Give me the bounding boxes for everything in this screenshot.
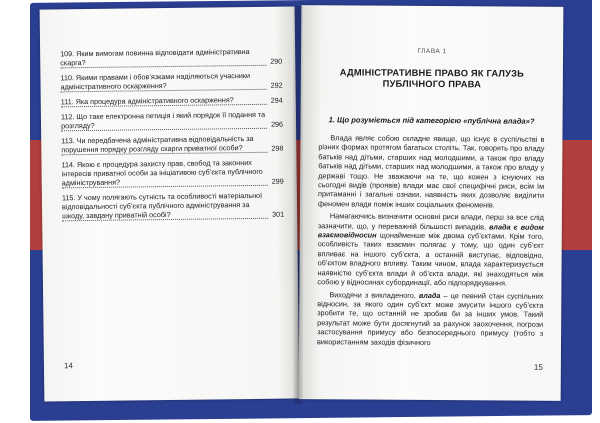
book-gutter [293, 6, 303, 404]
toc-item-page: 301 [272, 209, 285, 219]
toc-item-text: 112. Що таке електронна петиція і який порядок її подання та розгляду? [60, 109, 266, 131]
toc-item-text: 111. Яка процедура адміністративного оскарження? [61, 95, 267, 108]
toc-item-text: 114. Якою є процедура захисту прав, свобод та законних інтересів приватної особи за ініціативою суб’єкта публічного адміністрування? [61, 158, 267, 189]
paragraph-3-start: Виходячи з викладеного, [329, 289, 416, 300]
chapter-label: ГЛАВА 1 [417, 47, 447, 56]
paragraph-2-emphasis: влада є видом взаємовідносин [317, 222, 544, 240]
toc-item-text: 113. Чи передбачена адміністративна відповідальність за порушення порядку розгляду скарги приватної особи? [61, 134, 267, 156]
page-number-left: 14 [63, 361, 73, 371]
toc-item [61, 110, 283, 132]
paragraph-2-end: щонайменше між двома суб’єктами. Крім того, особливість таких взаємин полягає у тому, що один суб’єкт впливає на іншого суб’єкта, а останній виступає, відповідно, об’єктом владного впливу. Таким чином, влада характеризується наявністю суб’єкта влади й об’єкта влади, які знаходяться між собою у відносинах субординації, або підпорядкування. [317, 230, 544, 288]
page-number-right: 15 [533, 362, 543, 372]
toc-item [60, 47, 282, 69]
toc-item-text: 110. Якими правами і обов’язками наділяються учасники адміністративного оскарження? [60, 71, 266, 93]
toc-item-page: 299 [271, 176, 284, 186]
toc-item-page: 298 [271, 143, 284, 153]
right-page [299, 5, 564, 401]
body-text [317, 133, 545, 351]
paragraph-2-start: Намагаючись визначити основні риси влади, перш за все слід зазначити, що, у переважній більшості випадків, [317, 211, 544, 232]
table-of-contents [60, 47, 284, 227]
toc-item [60, 71, 282, 93]
toc-item-page: 294 [270, 95, 283, 105]
toc-item [62, 191, 284, 222]
chapter-title [321, 67, 543, 91]
toc-item-page: 292 [270, 80, 283, 90]
paragraph-3-end: – це певний стан суспільних відносин, за якого один суб’єкт може змусити іншого суб’єкта зробити те, що останній не зробив би за інших умов. Такий результат може бути досягнутий за рахунок заохочення, погрози застосування примусу або безпосереднього примусу (тобто з використанням заходів фізичного [317, 290, 544, 347]
left-page [40, 6, 300, 401]
toc-item-text: 109. Яким вимогам повинна відповідати адміністративна скарга? [60, 47, 266, 69]
toc-item-page: 290 [270, 56, 283, 66]
section-heading: 1. Що розуміється під категорією «публічна влада»? [328, 115, 535, 126]
toc-item [61, 95, 283, 108]
toc-item [61, 158, 283, 189]
chapter-title-line1: АДМІНІСТРАТИВНЕ ПРАВО ЯК ГАЛУЗЬ [339, 67, 525, 79]
toc-item [61, 134, 283, 156]
paragraph-2 [317, 211, 544, 288]
chapter-title-line2: ПУБЛІЧНОГО ПРАВА [382, 78, 482, 90]
paragraph-1: Влада являє собою складне явище, що існує в суспільстві в різних формах протягом багатьох століть. Так, говорять про владу батьків над дітьми, старших над молодшими, а також про владу батьків над дітьми, старших над молодшими, а також про владу у державі тощо. Не зважаючи на те, що кожен з існуючих на сьогодні видів (проявів) влади має свої специфічні риси, всім їм притаманні і загальні ознаки, наявність яких дозволяє виділити феномен влади поміж інших соціальних феноменів. [317, 133, 545, 210]
paragraph-3 [317, 290, 543, 348]
toc-item-text: 115. У чому полягають сутність та особливості матеріальної відповідальності суб’єкта публічного адміністрування за шкоду, завдану приватній особі? [62, 191, 268, 222]
paragraph-3-emphasis: влада [418, 290, 441, 300]
toc-item-page: 296 [270, 119, 284, 129]
